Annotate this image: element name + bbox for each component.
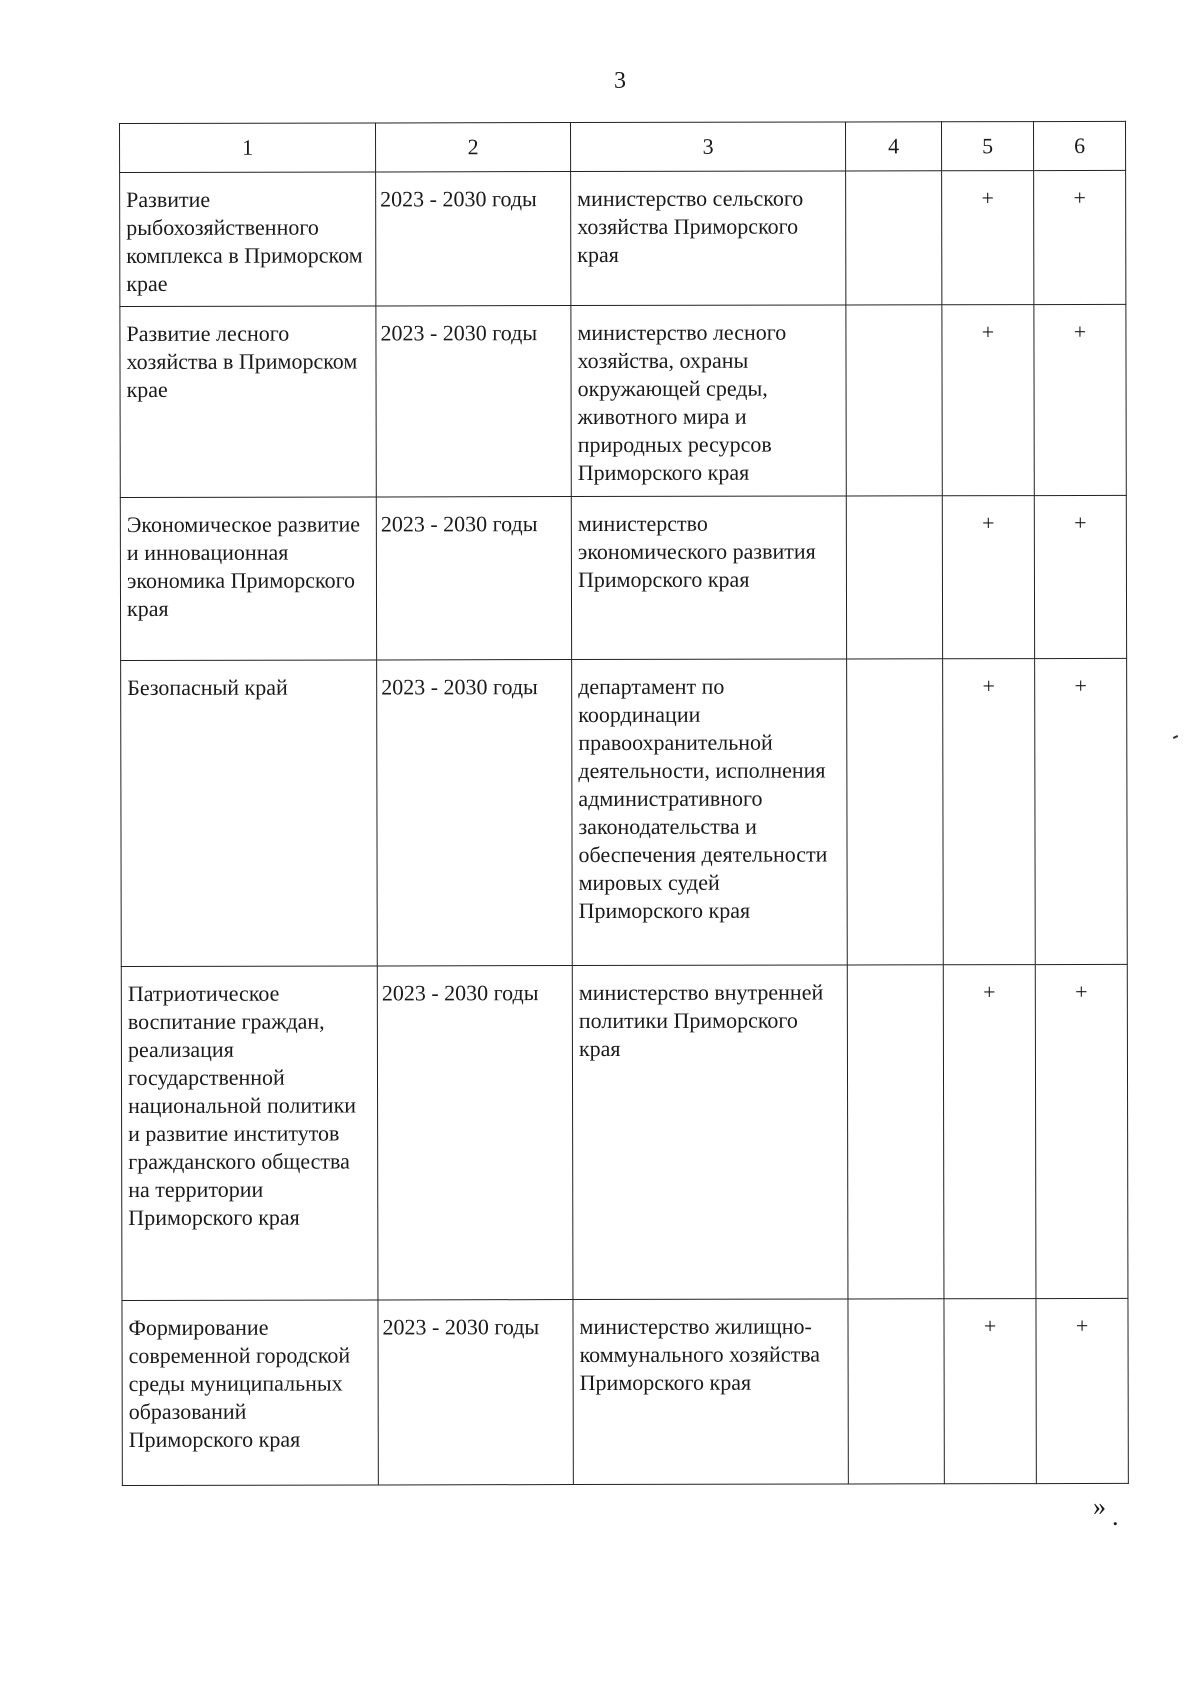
period-cell: 2023 - 2030 годы	[376, 497, 571, 660]
col5-mark-cell: +	[943, 965, 1036, 1299]
program-name-cell: Экономическое развитие и инновационная экономика Приморского края	[120, 497, 376, 661]
program-name-cell: Формирование современной городской среды муниципальных образований Приморского края	[122, 1300, 378, 1486]
executor-cell: министерство лесного хозяйства, охраны окружающей среды, животного мира и природных ресурсов Приморского края	[571, 305, 846, 497]
col4-cell	[847, 659, 944, 965]
executor-cell: министерство экономического развития Приморского края	[571, 496, 846, 660]
table-row	[122, 1298, 1128, 1485]
executor-cell: министерство жилищно-коммунального хозяйства Приморского края	[573, 1299, 848, 1485]
header-col-5: 5	[941, 122, 1033, 171]
program-name-cell: Безопасный край	[121, 660, 378, 967]
table-row	[120, 170, 1126, 306]
col5-mark-cell: +	[943, 659, 1036, 965]
program-name-cell: Патриотическое воспитание граждан, реализация государственной национальной политики и развитие институтов гражданского общества на территории Приморского края	[121, 966, 378, 1301]
col4-cell	[846, 171, 942, 305]
col6-mark-cell: +	[1035, 658, 1128, 964]
table-body	[120, 170, 1129, 1485]
col6-mark-cell: +	[1034, 495, 1126, 658]
col6-mark-cell: +	[1034, 304, 1126, 495]
scan-speck	[1173, 735, 1178, 739]
period-cell: 2023 - 2030 годы	[376, 306, 571, 497]
col4-cell	[847, 965, 944, 1299]
header-col-1: 1	[120, 123, 376, 173]
period-cell: 2023 - 2030 годы	[377, 660, 573, 966]
header-col-3: 3	[571, 122, 846, 172]
program-name-cell: Развитие лесного хозяйства в Приморском крае	[120, 306, 376, 498]
period-cell: 2023 - 2030 годы	[376, 172, 571, 306]
header-col-6: 6	[1033, 121, 1125, 170]
executor-cell: министерство внутренней политики Приморского края	[572, 965, 848, 1300]
table-row	[120, 304, 1126, 497]
header-col-4: 4	[845, 122, 941, 171]
page-number: 3	[614, 68, 626, 94]
col4-cell	[846, 496, 942, 659]
period-cell: 2023 - 2030 годы	[378, 1300, 573, 1485]
col6-mark-cell: +	[1036, 1298, 1128, 1483]
table-row	[120, 495, 1126, 660]
col5-mark-cell: +	[942, 305, 1034, 496]
col5-mark-cell: +	[944, 1299, 1036, 1484]
col4-cell	[846, 305, 942, 496]
executor-cell: министерство сельского хозяйства Приморского края	[571, 171, 846, 306]
col4-cell	[848, 1299, 944, 1484]
table-header	[120, 121, 1126, 172]
programs-table	[119, 121, 1129, 1486]
col5-mark-cell: +	[942, 496, 1034, 659]
header-col-2: 2	[376, 123, 571, 172]
col5-mark-cell: +	[942, 171, 1034, 305]
header-row	[120, 121, 1126, 172]
table-row	[121, 964, 1128, 1300]
table-row	[121, 658, 1128, 966]
closing-quote: »	[1093, 1492, 1106, 1521]
col6-mark-cell: +	[1035, 964, 1128, 1298]
program-name-cell: Развитие рыбохозяйственного комплекса в Приморском крае	[120, 172, 376, 307]
period-cell: 2023 - 2030 годы	[377, 966, 573, 1300]
executor-cell: департамент по координации правоохранительной деятельности, исполнения административного законодательства и обеспечения деятельности мировых судей Приморского края	[572, 659, 848, 966]
col6-mark-cell: +	[1034, 170, 1126, 304]
closing-dot: .	[1112, 1502, 1119, 1531]
